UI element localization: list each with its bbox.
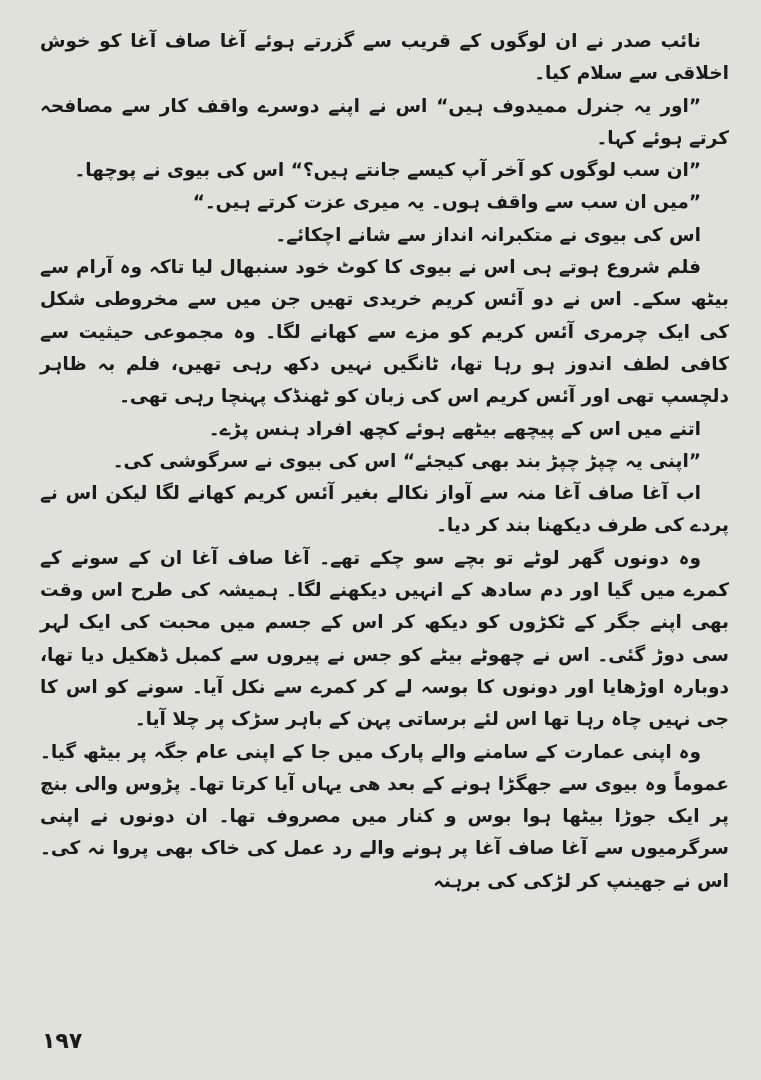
paragraph-7: اتنے میں اس کے پیچھے بیٹھے ہوئے کچھ افراد ہنس پڑے۔ bbox=[208, 418, 701, 440]
paragraph-8: ”اپنی یہ چپڑ چپڑ بند بھی کیجئے“ اس کی بیوی نے سرگوشی کی۔ bbox=[112, 450, 701, 472]
paragraph-4: ”میں ان سب سے واقف ہوں۔ یہ میری عزت کرتے ہیں۔“ bbox=[192, 192, 701, 214]
page-number: ۱۹۷ bbox=[42, 1029, 83, 1054]
paragraph-2: ”اور یہ جنرل ممیدوف ہیں“ اس نے اپنے دوسرے واقف کار سے مصافحہ کرتے ہوئے کہا۔ bbox=[40, 95, 729, 149]
paragraph-1: نائب صدر نے ان لوگوں کے قریب سے گزرتے ہوئے آغا صاف آغا کو خوش اخلاقی سے سلام کیا۔ bbox=[40, 31, 729, 85]
paragraph-6: فلم شروع ہوتے ہی اس نے بیوی کا کوٹ خود سنبھال لیا تاکہ وہ آرام سے بیٹھ سکے۔ اس نے دو آئس کریم خریدی تھیں جن میں سے مخروطی شکل کی ایک چرمری آئس کریم کو مزے سے کھانے لگا۔ وہ مجموعی حیثیت سے کافی لطف اندوز ہو رہا تھا، ٹانگیں نہیں دکھ رہی تھیں، فلم بہ ظاہر دلچسپ تھی اور آئس کریم اس کی زبان کو ٹھنڈک پہنچا رہی تھی۔ bbox=[40, 257, 729, 408]
paragraph-5: اس کی بیوی نے متکبرانہ انداز سے شانے اچکائے۔ bbox=[275, 224, 701, 246]
paragraph-9: اب آغا صاف آغا منہ سے آواز نکالے بغیر آئس کریم کھانے لگا لیکن اس نے پردے کی طرف دیکھنا بند کر دیا۔ bbox=[40, 483, 729, 537]
paragraph-3: ”ان سب لوگوں کو آخر آپ کیسے جانتے ہیں؟“ اس کی بیوی نے پوچھا۔ bbox=[74, 160, 701, 182]
paragraph-10: وہ دونوں گھر لوٹے تو بچے سو چکے تھے۔ آغا صاف آغا ان کے سونے کے کمرے میں گیا اور دم سادھ کے انہیں دیکھنے لگا۔ ہمیشہ کی طرح اس وقت بھی اپنے جگر کے ٹکڑوں کو دیکھ کر اس کے جسم میں محبت کی ایک لہر سی دوڑ گئی۔ اس نے چھوٹے بیٹے کو جس نے پیروں سے کمبل ڈھکیل دیا تھا، دوبارہ اوڑھایا اور دونوں کا بوسہ لے کر کمرے سے نکل آیا۔ سونے کو اس کا جی نہیں چاہ رہا تھا اس لئے برساتی پہن کے باہر سڑک پر چلا آیا۔ bbox=[40, 547, 729, 731]
body-text bbox=[40, 26, 729, 898]
paragraph-11: وہ اپنی عمارت کے سامنے والے پارک میں جا کے اپنی عام جگہ پر بیٹھ گیا۔ عموماً وہ بیوی سے جھگڑا ہونے کے بعد ھی یہاں آیا کرتا تھا۔ پڑوس والی بنچ پر ایک جوڑا بیٹھا ہوا بوس و کنار میں مصروف تھا۔ ان دونوں نے اپنی سرگرمیوں سے آغا صاف آغا پر ہونے والے رد عمل کی خاک بھی پروا نہ کی۔ اس نے جھینپ کر لڑکی کی برہنہ bbox=[40, 741, 729, 892]
